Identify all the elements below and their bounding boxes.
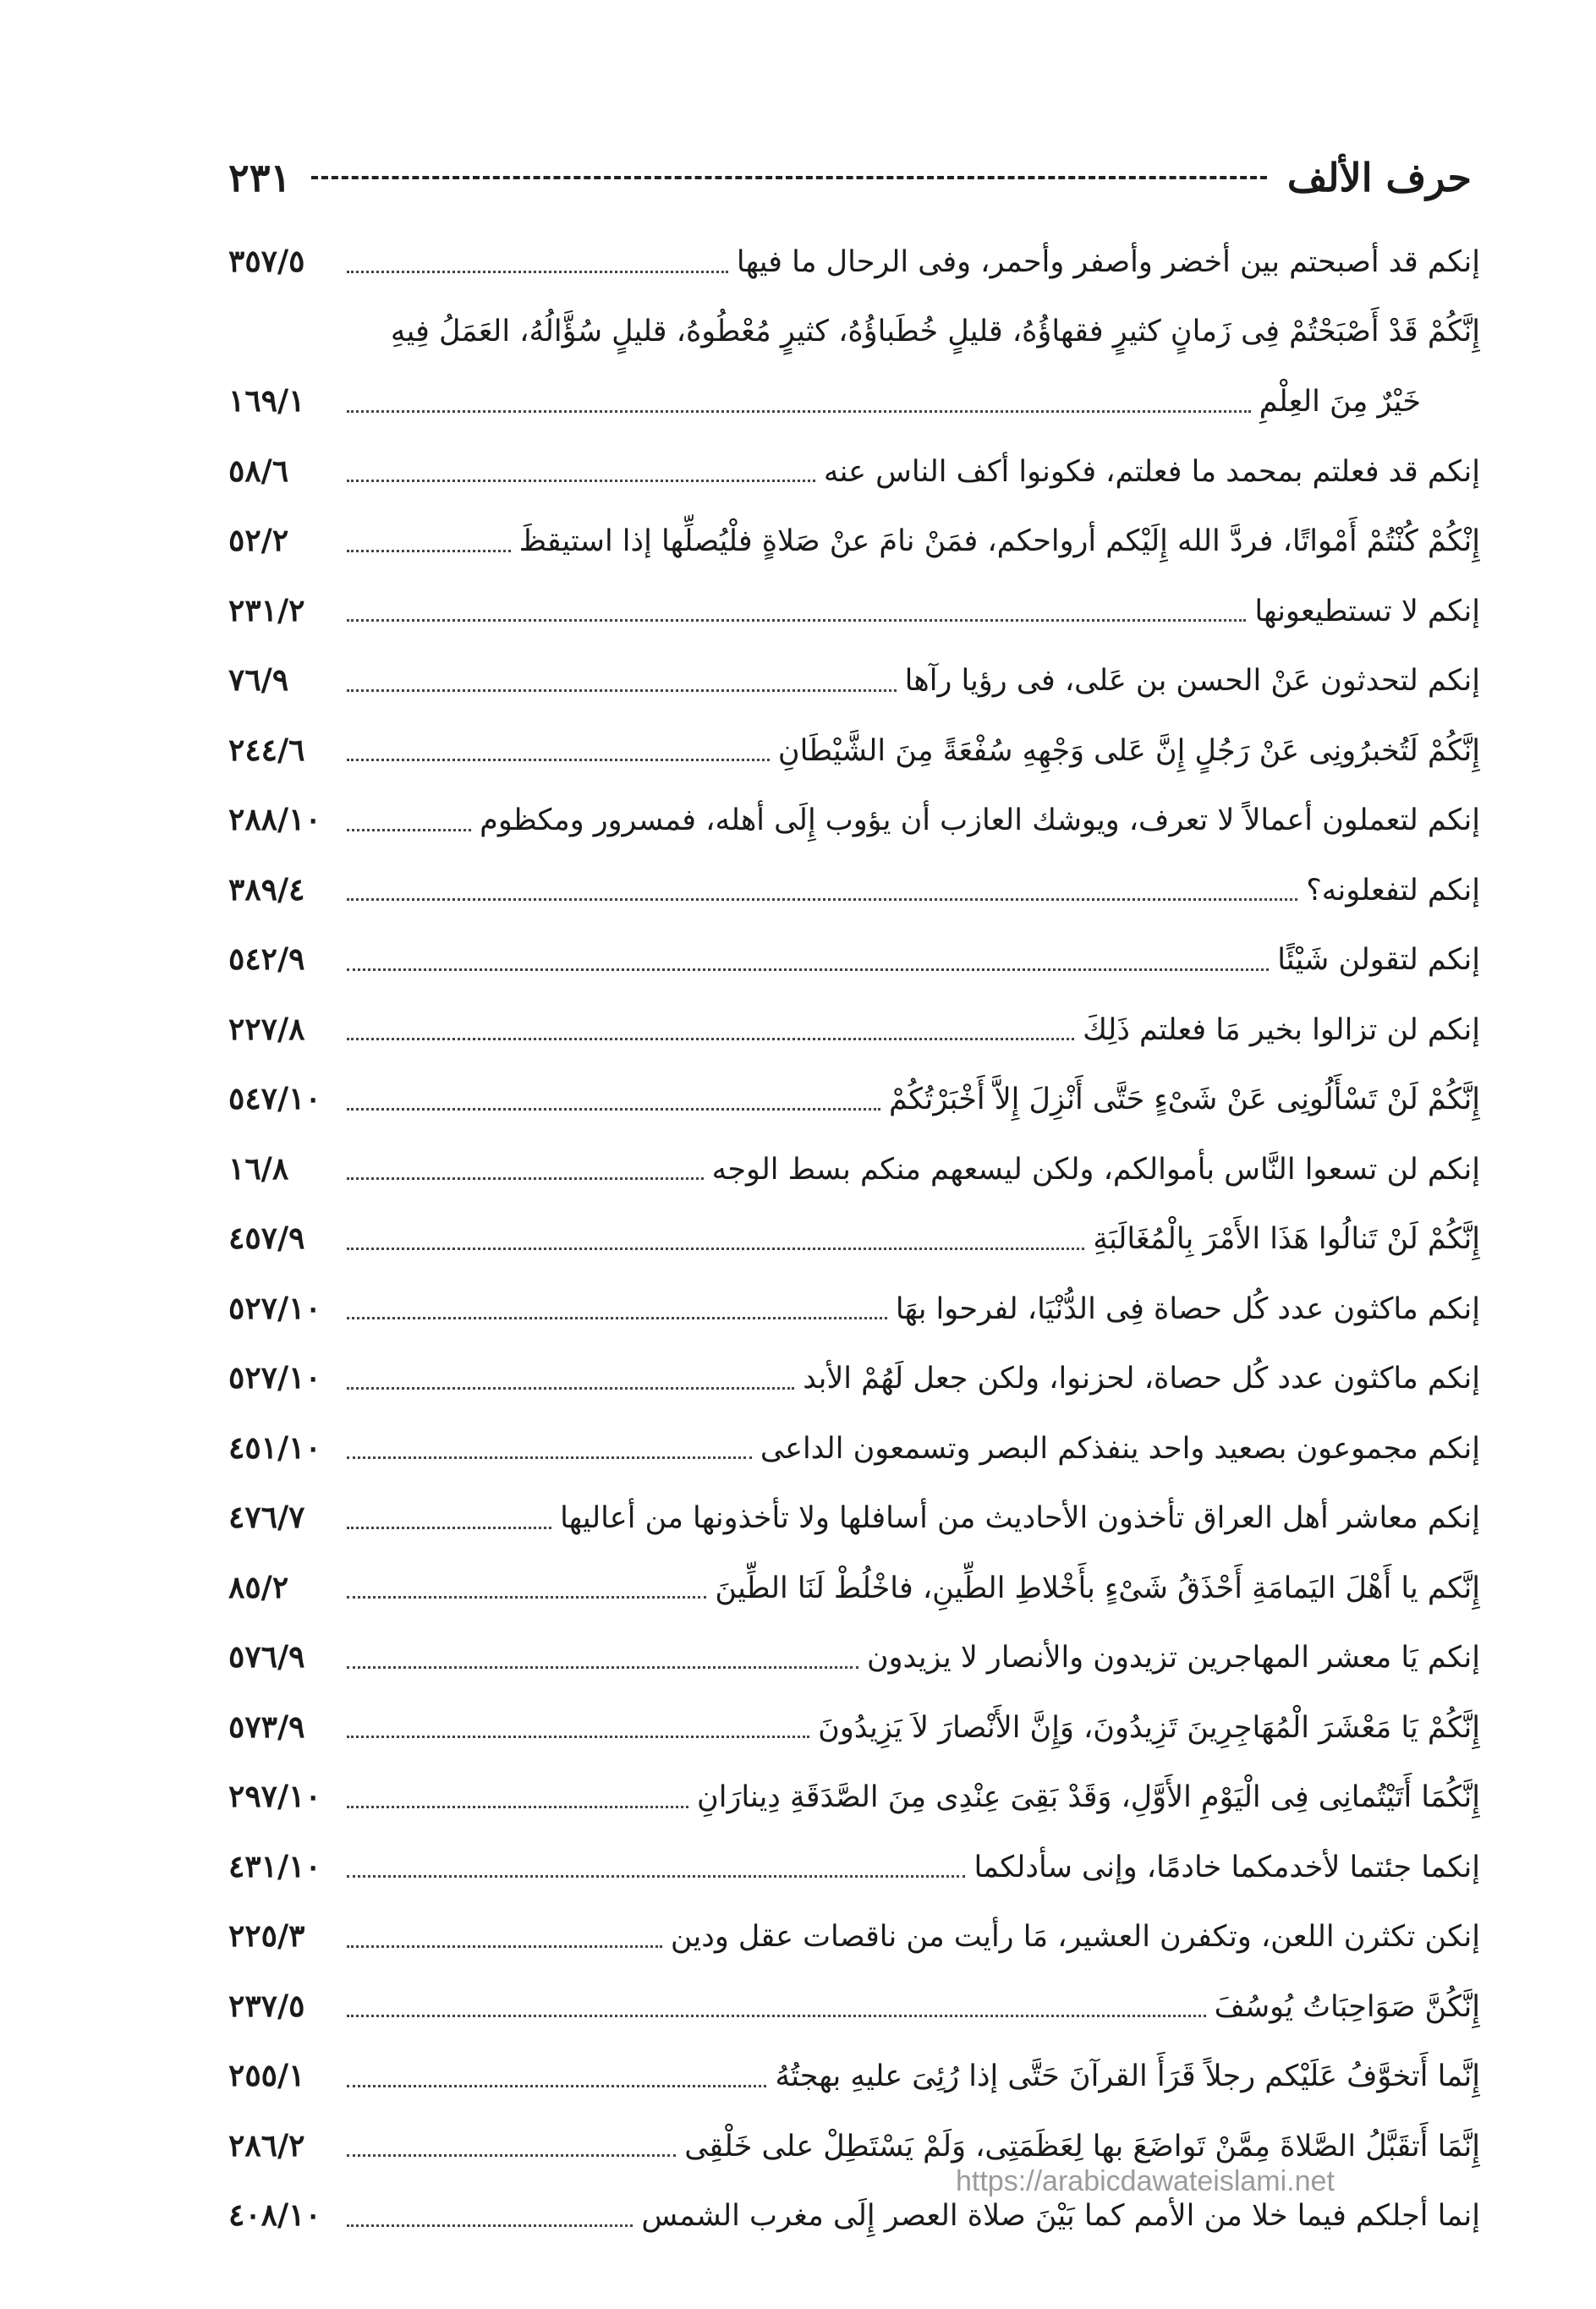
leader-dots <box>347 968 1269 971</box>
entry-text: إنكم قد فعلتم بمحمد ما فعلتم، فكونوا أكف الناس عنه <box>823 454 1480 489</box>
index-entry <box>228 1762 1480 1832</box>
leader-dots <box>347 1596 706 1599</box>
watermark: https://arabicdawateislami.net <box>956 2165 1335 2197</box>
entry-reference: ٢٨٦/٢ <box>228 2127 305 2164</box>
index-entry <box>228 1622 1480 1692</box>
index-entry <box>228 785 1480 855</box>
page-header <box>228 144 1472 211</box>
entry-text: إِنَّكم يا أَهْلَ اليَمامَةِ أَحْذَقُ شَىْءٍ بأَخْلاطِ الطِّينِ، فاخْلُطْ لَنَا الطِّينَ <box>715 1571 1480 1605</box>
entry-reference: ٢٢٧/٨ <box>228 1011 305 1047</box>
entry-reference: ٢٥٥/١ <box>228 2058 305 2093</box>
header-rule <box>311 176 1267 179</box>
leader-dots <box>347 1317 887 1319</box>
entry-text: إنكم لتقولن شَيْئًا <box>1277 943 1480 977</box>
entry-text: إنكم لا تستطيعونها <box>1254 594 1480 628</box>
entry-reference: ٤٣١/١٠ <box>228 1848 321 1884</box>
entry-reference: ١٦/٨ <box>228 1150 289 1187</box>
leader-dots <box>347 2224 633 2227</box>
leader-dots <box>347 2085 766 2087</box>
leader-dots <box>347 1736 809 1738</box>
index-entry <box>228 1204 1480 1274</box>
entry-reference: ٤٧٦/٧ <box>228 1500 305 1535</box>
entry-text: إنكم ماكثون عدد كُل حصاة، لحزنوا، ولكن جعل لَهُمْ الأبد <box>803 1362 1480 1396</box>
index-entry <box>228 506 1480 576</box>
leader-dots <box>347 829 471 831</box>
index-entry <box>228 1343 1480 1413</box>
entry-continuation <box>228 366 1480 436</box>
entry-reference: ٥٢٧/١٠ <box>228 1360 321 1396</box>
index-entry <box>228 716 1480 786</box>
entry-reference: ٤٥١/١٠ <box>228 1429 321 1466</box>
hadith-index-list <box>228 227 1480 2251</box>
entry-reference: ٣٥٧/٥ <box>228 244 305 279</box>
leader-dots <box>347 1177 704 1180</box>
entry-text: إِنَّما أَتخوَّفُ عَلَيْكم رجلاً قَرَأَ القرآنَ حَتَّى إذا رُئِىَ عليهِ بهجتُهُ <box>775 2059 1480 2093</box>
entry-text: إِنَّكُمَا أَتَيْتُمانِى فِى الْيَوْمِ الأَوَّلِ، وَقَدْ بَقِىَ عِنْدِى مِنَ الصَّدَقَةِ دِينارَانِ <box>697 1780 1480 1814</box>
leader-dots <box>347 1875 965 1878</box>
entry-reference: ١٦٩/١ <box>228 383 305 419</box>
index-entry <box>228 2041 1480 2111</box>
entry-reference: ٢٩٧/١٠ <box>228 1779 321 1814</box>
entry-reference: ٥٤٧/١٠ <box>228 1081 321 1116</box>
index-entry <box>228 924 1480 995</box>
leader-dots <box>347 1387 794 1390</box>
leader-dots <box>347 550 511 552</box>
entry-text: إِنَّكُمْ لَنْ تَسْأَلُونِى عَنْ شَىْءٍ حَتَّى أَنْزِلَ إِلاَّ أَخْبَرْتُكُمْ <box>888 1083 1480 1116</box>
index-entry <box>228 297 1480 436</box>
index-entry <box>228 1134 1480 1204</box>
leader-dots <box>347 410 1251 413</box>
entry-reference: ٥٨/٦ <box>228 452 289 489</box>
entry-text: إنكما جئتما لأخدمكما خادمًا، وإنى سأدلكما <box>974 1850 1480 1884</box>
entry-reference: ٥٤٢/٩ <box>228 941 305 977</box>
entry-text: إِنَّكُمْ لَنْ تَنالُوا هَذَا الأَمْرَ بِالْمُغَالَبَةِ <box>1093 1222 1480 1256</box>
entry-text: إنكم لتفعلونه؟ <box>1306 873 1480 908</box>
leader-dots <box>347 2015 1206 2017</box>
index-entry <box>228 1483 1480 1553</box>
leader-dots <box>347 1108 880 1111</box>
entry-text: إِنَّكُمْ يَا مَعْشَرَ الْمُهَاجِرِينَ تَزِيدُونَ، وَإِنَّ الأَنْصارَ لاَ يَزِيدُونَ <box>818 1710 1480 1745</box>
entry-text: إنكم قد أصبحتم بين أخضر وأصفر وأحمر، وفى الرحال ما فيها <box>736 245 1480 279</box>
entry-reference: ٨٥/٢ <box>228 1569 289 1605</box>
entry-text: إنكم لتحدثون عَنْ الحسن بن عَلى، فى رؤيا رآها <box>904 664 1480 698</box>
index-entry <box>228 1692 1480 1763</box>
entry-text: إنكم معاشر أهل العراق تأخذون الأحاديث من أسافلها ولا تأخذونها من أعاليها <box>560 1501 1480 1535</box>
entry-text: إِنْكُمْ كُنْتُمْ أَمْواتًا، فردَّ الله إِلَيْكم أرواحكم، فمَنْ نامَ عنْ صَلاةٍ فلْيُصلِّها إذا استيقظَ <box>518 524 1480 558</box>
leader-dots <box>347 689 897 692</box>
index-entry <box>228 645 1480 716</box>
leader-dots <box>347 1456 752 1459</box>
index-entry <box>228 576 1480 646</box>
entry-reference: ٢٤٤/٦ <box>228 732 305 768</box>
leader-dots <box>347 759 770 761</box>
leader-dots <box>347 898 1297 901</box>
entry-reference: ٢٣٧/٥ <box>228 1988 305 2024</box>
index-entry <box>228 1901 1480 1972</box>
entry-reference: ٢٨٨/١٠ <box>228 802 321 837</box>
entry-text: إنما أجلكم فيما خلا من الأمم كما بَيْنَ صلاة العصر إِلَى مغرب الشمس <box>641 2199 1480 2233</box>
index-entry <box>228 995 1480 1065</box>
leader-dots <box>347 1038 1074 1040</box>
entry-text: إنكم لن تزالوا بخير مَا فعلتم ذَلِكَ <box>1083 1012 1480 1047</box>
entry-text: إنكم مجموعون بصعيد واحد ينفذكم البصر وتسمعون الداعى <box>760 1431 1480 1466</box>
entry-reference: ٢٣١/٢ <box>228 592 305 628</box>
entry-reference: ٧٦/٩ <box>228 662 289 698</box>
index-entry <box>228 1274 1480 1344</box>
chapter-title: حرف الألف <box>1286 155 1472 200</box>
entry-reference: ٤٠٨/١٠ <box>228 2197 321 2233</box>
entry-text: إنكم يَا معشر المهاجرين تزيدون والأنصار لا يزيدون <box>866 1641 1480 1675</box>
leader-dots <box>347 1527 551 1529</box>
leader-dots <box>347 1248 1084 1250</box>
leader-dots <box>347 619 1246 622</box>
index-entry <box>228 1972 1480 2042</box>
entry-reference: ٥٧٣/٩ <box>228 1708 305 1745</box>
entry-text-continued: خَيْرٌ مِنَ العِلْمِ <box>1259 385 1421 419</box>
entry-text: إِنَّكُمْ قَدْ أَصْبَحْتُمْ فِى زَمانٍ كثيرٍ فقهاؤُهُ، قليلٍ خُطَباؤُهُ، كثيرٍ مُعْطُوهُ، قليلٍ سُؤَّالُهُ، العَمَلُ فِيهِ <box>390 314 1480 348</box>
leader-dots <box>347 480 815 482</box>
entry-text: إِنَّمَا أَتقَبَّلُ الصَّلاةَ مِمَّنْ تَواضَعَ بها لِعَظَمَتِى، وَلَمْ يَسْتَطِلْ على خَلْقِى <box>684 2129 1480 2164</box>
entry-reference: ٤٥٧/٩ <box>228 1220 305 1256</box>
leader-dots <box>347 1806 688 1808</box>
entry-text: إِنَّكُمْ لَتُخبرُونِى عَنْ رَجُلٍ إِنَّ عَلى وَجْهِهِ سُفْعَةً مِنَ الشَّيْطَانِ <box>777 733 1480 768</box>
entry-reference: ٥٢٧/١٠ <box>228 1290 321 1326</box>
index-entry <box>228 1064 1480 1134</box>
leader-dots <box>347 1945 662 1948</box>
index-entry <box>228 1413 1480 1484</box>
entry-text: إنكم لتعملون أعمالاً لا تعرف، ويوشك العازب أن يؤوب إِلَى أهله، فمسرور ومكظوم <box>480 803 1480 837</box>
index-entry <box>228 855 1480 925</box>
leader-dots <box>347 271 728 273</box>
entry-text: إنكم ماكثون عدد كُل حصاة فِى الدُّنْيَا، لفرحوا بهَا <box>895 1292 1480 1326</box>
page-number: ٢٣١ <box>228 155 292 200</box>
entry-text: إِنَّكُنَّ صَوَاحِبَاتُ يُوسُفَ <box>1214 1989 1480 2024</box>
entry-text: إنكم لن تسعوا النَّاس بأموالكم، ولكن ليسعهم منكم بسط الوجه <box>711 1152 1480 1187</box>
index-entry <box>228 1832 1480 1902</box>
entry-text: إنكن تكثرن اللعن، وتكفرن العشير، مَا رأيت من ناقصات عقل ودين <box>670 1920 1480 1954</box>
entry-reference: ٥٧٦/٩ <box>228 1639 305 1675</box>
entry-reference: ٢٢٥/٣ <box>228 1918 305 1954</box>
leader-dots <box>347 2154 676 2157</box>
entry-reference: ٣٨٩/٤ <box>228 871 305 908</box>
index-entry <box>228 436 1480 507</box>
entry-reference: ٥٢/٢ <box>228 523 289 558</box>
index-entry <box>228 1553 1480 1623</box>
index-entry <box>228 227 1480 297</box>
leader-dots <box>347 1666 858 1669</box>
